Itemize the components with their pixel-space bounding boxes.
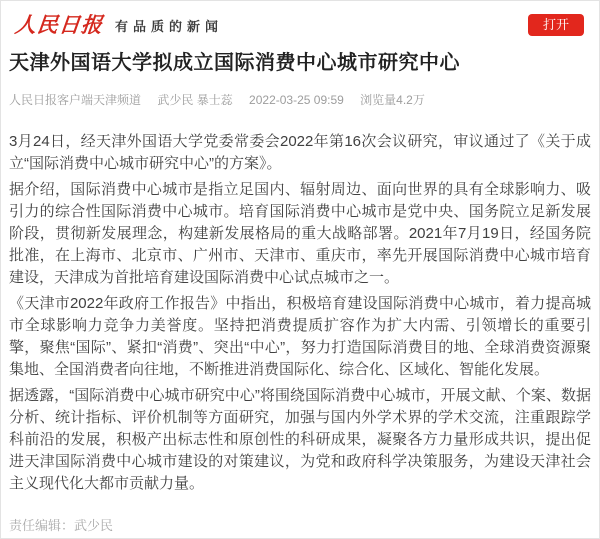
peoples-daily-logo: 人民日报 — [13, 13, 105, 37]
article-paragraph: 3月24日，经天津外国语大学党委常委会2022年第16次会议研究，审议通过了《关于成立“国际消费中心城市研究中心”的方案》。 — [9, 133, 591, 172]
article-byline — [9, 91, 591, 108]
byline-authors: 武少民 暴士蕊 — [157, 93, 233, 107]
brand-tagline: 有品质的新闻 — [115, 18, 224, 34]
article-paragraph: 据透露，“国际消费中心城市研究中心”将围绕国际消费中心城市，开展文献、个案、数据分析、统计指标、评价机制等方面研究，加强与国内外学术界的学术交流，注重跟踪学科前沿的发展，积极产出标志性和原创性的科研成果，凝聚各方力量形成共识，提出促进天津国际消费中心城市建设的对策建议，为党和政府科学决策服务，为建设天津社会主义现代化大都市贡献力量。 — [9, 387, 591, 492]
article-title: 天津外国语大学拟成立国际消费中心城市研究中心 — [9, 52, 460, 74]
article-paragraph: 《天津市2022年政府工作报告》中指出，积极培育建设国际消费中心城市，着力提高城市全球影响力竞争力美誉度。坚持把消费提质扩容作为扩大内需、引领增长的重要引擎，聚焦“国际”、紧扣“消费”、突出“中心”，努力打造国际消费目的地、全球消费资源聚集地、全国消费者向往地，不断推进消费国际化、综合化、区域化、智能化发展。 — [9, 295, 591, 378]
open-app-button[interactable]: 打开 — [528, 14, 584, 36]
byline-source: 人民日报客户端天津频道 — [9, 93, 142, 107]
app-banner — [1, 1, 599, 44]
article-body — [9, 131, 591, 495]
byline-datetime: 2022-03-25 09:59 — [249, 93, 344, 107]
editor-credit: 责任编辑：武少民 — [9, 518, 114, 533]
byline-view-count: 浏览量4.2万 — [360, 93, 425, 107]
article-paragraph: 据介绍，国际消费中心城市是指立足国内、辐射周边、面向世界的具有全球影响力、吸引力的综合性国际消费中心城市。培育国际消费中心城市是党中央、国务院立足新发展阶段，贯彻新发展理念，构建新发展格局的重大战略部署。2021年7月19日，经国务院批准，在上海市、北京市、广州市、天津市、重庆市，率先开展国际消费中心城市培育建设，天津成为首批培育建设国际消费中心试点城市之一。 — [9, 181, 591, 286]
